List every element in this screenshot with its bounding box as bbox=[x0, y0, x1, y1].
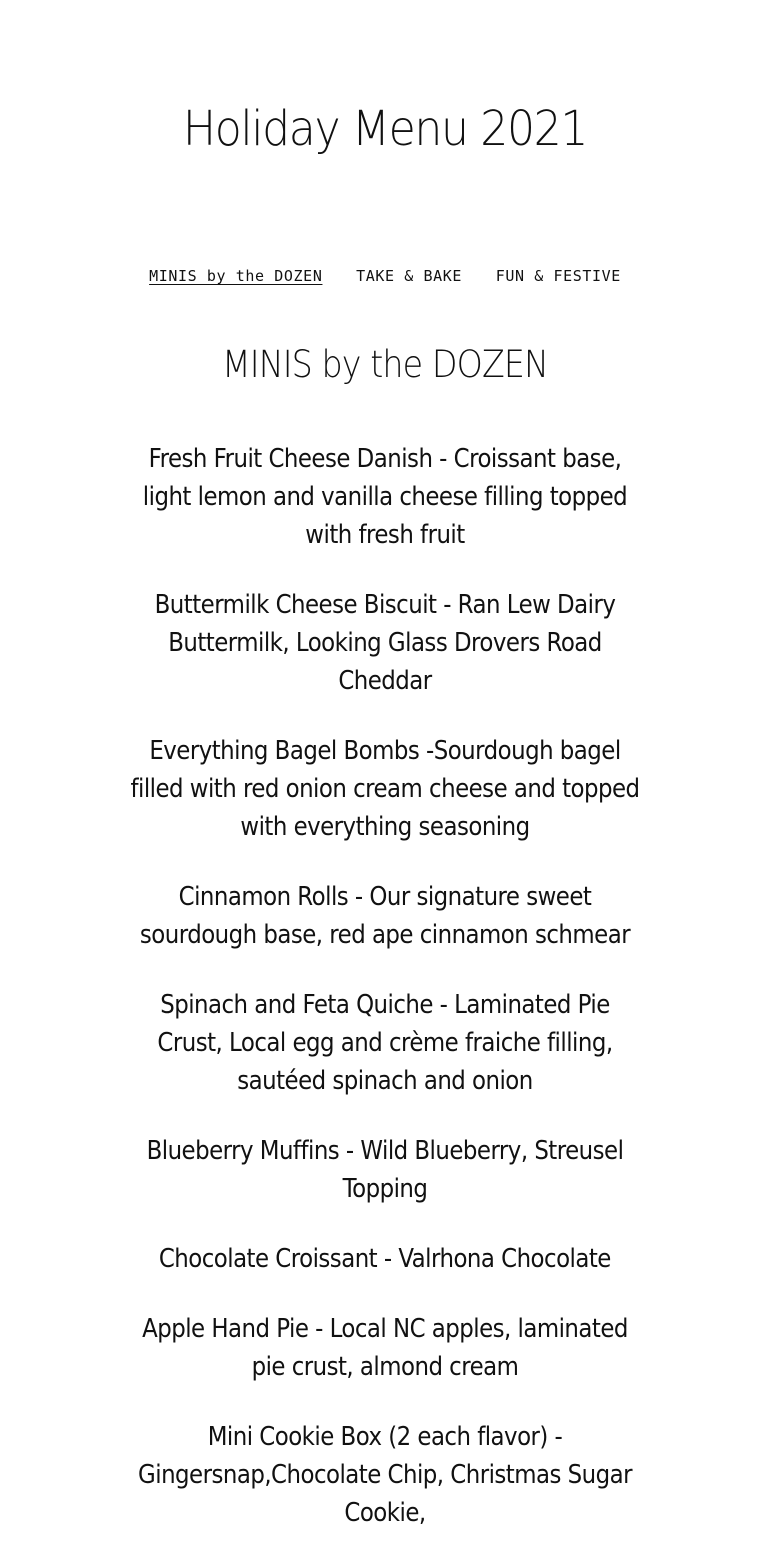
menu-item-text: Apple Hand Pie - Local NC apples, laminated pie crust, almond cream bbox=[142, 1314, 628, 1382]
menu-item-spinach-feta-quiche bbox=[95, 986, 675, 1100]
tab-minis-by-the-dozen[interactable]: MINIS by the DOZEN bbox=[149, 267, 323, 285]
menu-item-cinnamon-rolls bbox=[95, 878, 675, 954]
menu-item-list bbox=[0, 440, 770, 1564]
menu-item-text: Chocolate Croissant - Valrhona Chocolate bbox=[158, 1244, 612, 1274]
menu-item-text: Blueberry Muffins - Wild Blueberry, Streusel Topping bbox=[146, 1136, 624, 1204]
tab-take-and-bake[interactable]: TAKE & BAKE bbox=[356, 267, 463, 285]
menu-item-text: Everything Bagel Bombs -Sourdough bagel filled with red onion cream cheese and topped with everything seasoning bbox=[130, 736, 640, 842]
menu-item-text: Fresh Fruit Cheese Danish - Croissant base, light lemon and vanilla cheese filling topped with fresh fruit bbox=[142, 444, 628, 550]
menu-item-mini-cookie-box bbox=[95, 1418, 675, 1532]
menu-item-text: Buttermilk Cheese Biscuit - Ran Lew Dairy Buttermilk, Looking Glass Drovers Road Cheddar bbox=[154, 590, 616, 696]
menu-item-text: Mini Cookie Box (2 each flavor) - Gingersnap,Chocolate Chip, Christmas Sugar Cookie, bbox=[138, 1422, 632, 1528]
menu-item-buttermilk-cheese-biscuit bbox=[95, 586, 675, 700]
menu-item-text: Cinnamon Rolls - Our signature sweet sourdough base, red ape cinnamon schmear bbox=[139, 882, 631, 950]
page-title: Holiday Menu 2021 bbox=[182, 101, 588, 157]
tab-fun-and-festive[interactable]: FUN & FESTIVE bbox=[495, 267, 621, 285]
menu-item-fresh-fruit-cheese-danish bbox=[95, 440, 675, 554]
menu-item-chocolate-croissant bbox=[95, 1240, 675, 1278]
section-heading: MINIS by the DOZEN bbox=[221, 343, 549, 386]
menu-item-apple-hand-pie bbox=[95, 1310, 675, 1386]
menu-item-blueberry-muffins bbox=[95, 1132, 675, 1208]
menu-tab-nav bbox=[0, 266, 770, 286]
menu-item-everything-bagel-bombs bbox=[95, 732, 675, 846]
menu-item-text: Spinach and Feta Quiche - Laminated Pie Crust, Local egg and crème fraiche filling, sautéed spinach and onion bbox=[157, 990, 613, 1096]
